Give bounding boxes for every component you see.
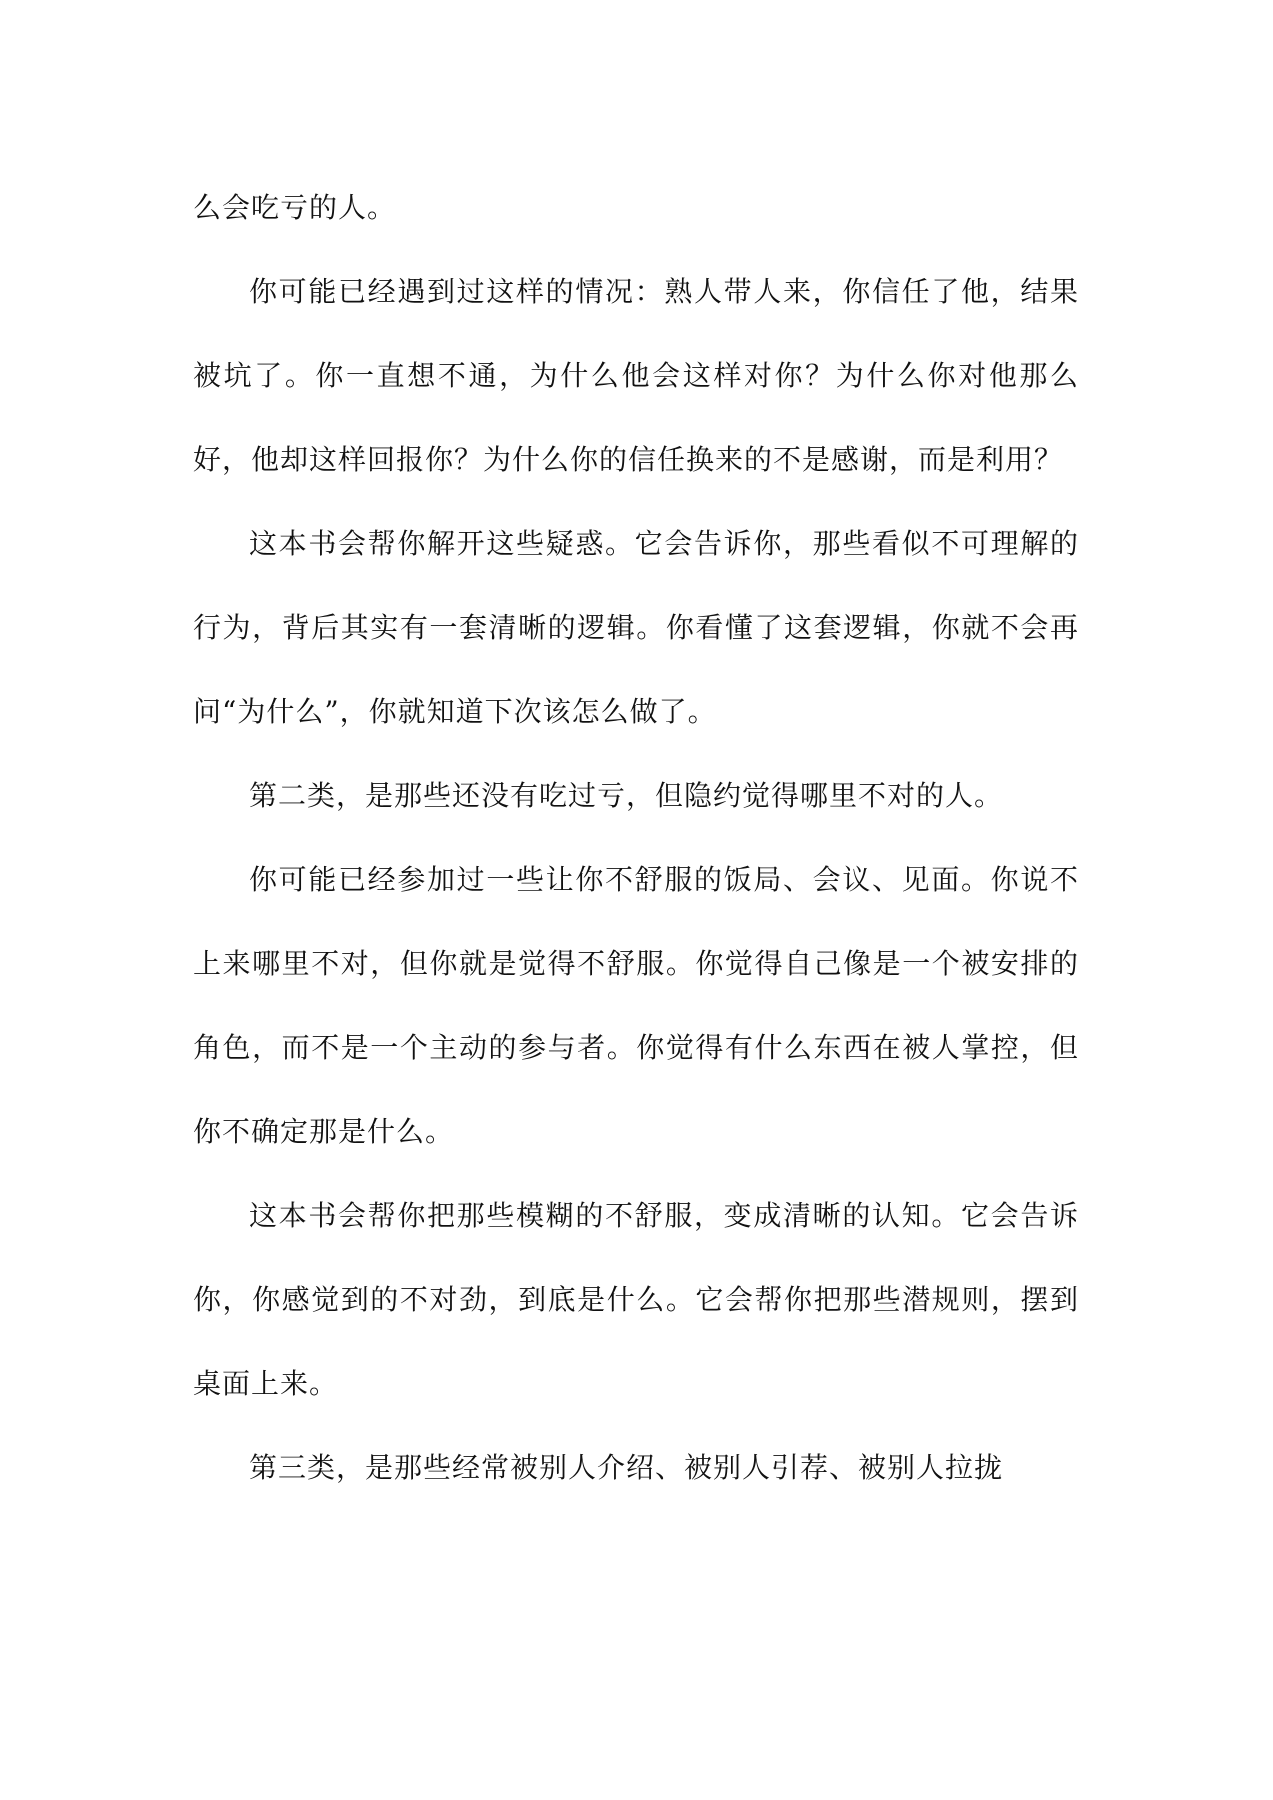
paragraph-2: 你可能已经遇到过这样的情况：熟人带人来，你信任了他，结果被坑了。你一直想不通，为什么他会这样对你？为什么你对他那么好，他却这样回报你？为什么你的信任换来的不是感谢，而是利用？ — [193, 275, 1079, 476]
paragraph-7: 第三类，是那些经常被别人介绍、被别人引荐、被别人拉拢 — [249, 1451, 1004, 1484]
paragraph-1: 么会吃亏的人。 — [193, 191, 397, 224]
paragraph-6: 这本书会帮你把那些模糊的不舒服，变成清晰的认知。它会告诉你，你感觉到的不对劲，到底是什么。它会帮你把那些潜规则，摆到桌面上来。 — [193, 1199, 1079, 1400]
paragraph-3: 这本书会帮你解开这些疑惑。它会告诉你，那些看似不可理解的行为，背后其实有一套清晰的逻辑。你看懂了这套逻辑，你就不会再问“为什么”，你就知道下次该怎么做了。 — [193, 527, 1079, 728]
document-page — [193, 166, 1079, 1510]
paragraph-5: 你可能已经参加过一些让你不舒服的饭局、会议、见面。你说不上来哪里不对，但你就是觉得不舒服。你觉得自己像是一个被安排的角色，而不是一个主动的参与者。你觉得有什么东西在被人掌控，但你不确定那是什么。 — [193, 863, 1079, 1148]
paragraph-4: 第二类，是那些还没有吃过亏，但隐约觉得哪里不对的人。 — [249, 779, 1004, 812]
